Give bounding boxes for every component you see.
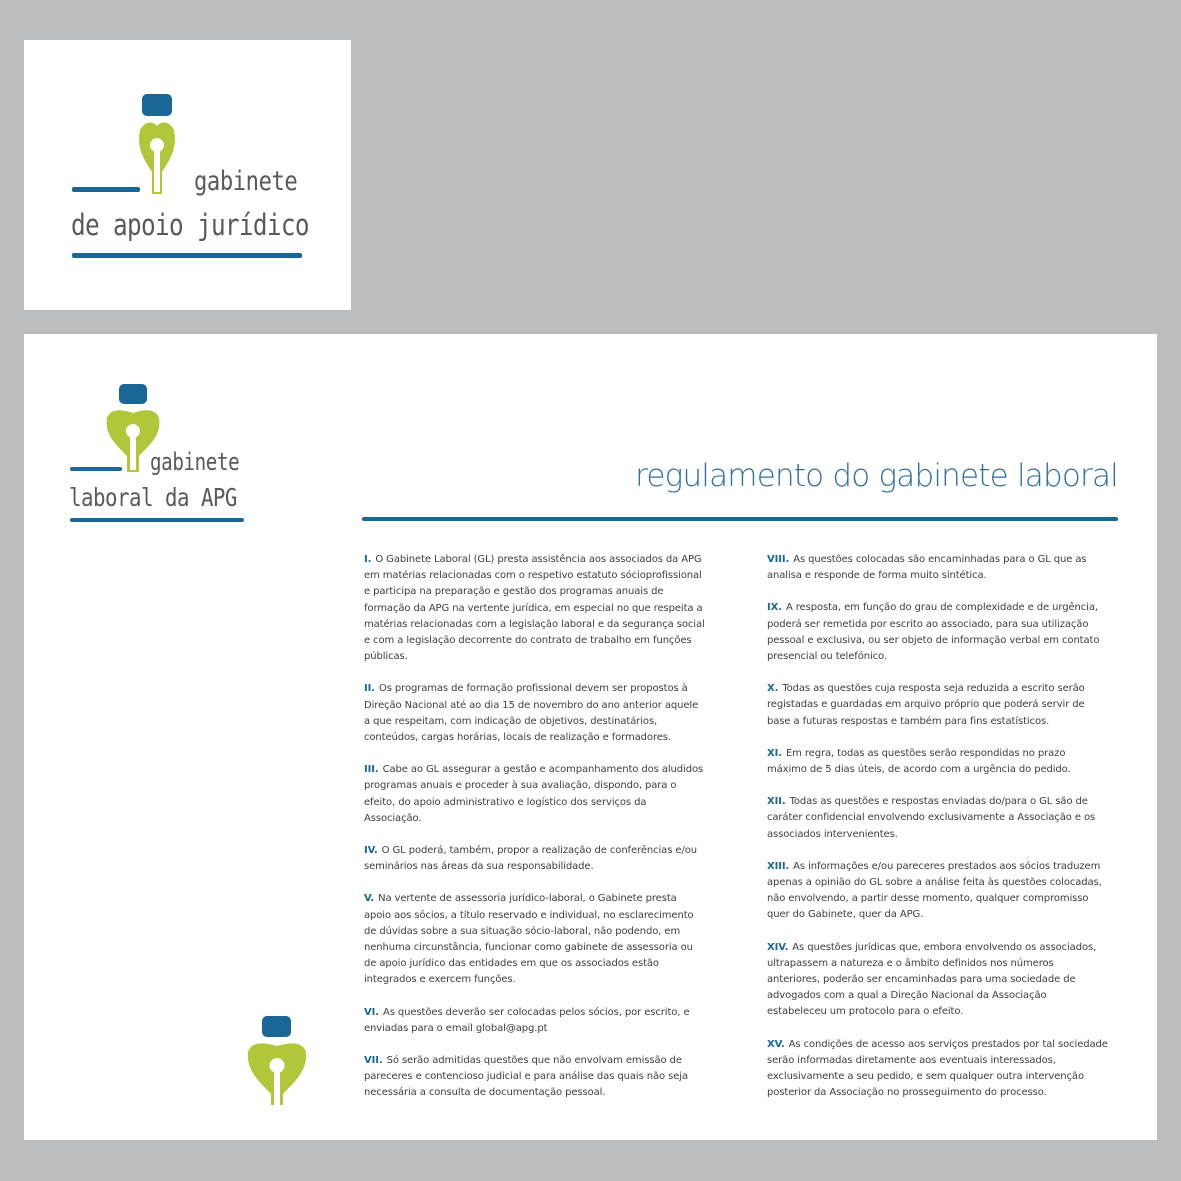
rule-number: XIII. (767, 860, 790, 872)
rule-item (767, 552, 1108, 584)
rule-number: IV. (364, 845, 378, 857)
rule-text: Todas as questões cuja resposta seja reduzida a escrito serão registadas e guardadas em arquivo próprio que poderá servir de base a futuras respostas e também para fins estatísticos. (767, 683, 1085, 727)
rule-text: Na vertente de assessoria jurídico-laboral, o Gabinete presta apoio aos sócios, a título reservado e individual, no esclarecimento de dúvidas sobre a sua situação sócio-laboral, não podendo, em nenhuma circunstância, funcionar como gabinete de assessoria ou de apoio jurídico das entidades em que os associados estão integrados e exercem funções. (364, 893, 694, 986)
logo-bottom-rule (72, 253, 302, 258)
rule-item (767, 794, 1108, 843)
logo-line-gabinete: gabinete (194, 166, 298, 197)
rule-text: As questões colocadas são encaminhadas para o GL que as analisa e responde de forma muito sintética. (767, 554, 1087, 582)
rule-number: XV. (767, 1038, 785, 1050)
logo-left-rule (70, 467, 122, 471)
rule-number: I. (364, 554, 372, 565)
rule-item (767, 681, 1108, 730)
rule-item (767, 940, 1108, 1021)
rules-column-right (767, 552, 1108, 1117)
rule-number: VII. (364, 1055, 383, 1067)
rule-number: III. (364, 764, 379, 776)
logo-card-apoio-juridico (24, 40, 351, 310)
rule-text: Em regra, todas as questões serão respondidas no prazo máximo de 5 dias úteis, de acordo com a urgência do pedido. (767, 747, 1071, 776)
rule-text: Todas as questões e respostas enviadas do/para o GL são de caráter confidencial envolvendo exclusivamente a Associação e os associados intervenientes. (767, 796, 1096, 840)
pen-head-shape (142, 94, 172, 116)
logo-line-de-apoio-juridico: de apoio jurídico (71, 208, 309, 242)
rule-item (767, 746, 1108, 778)
rule-text: As informações e/ou pareceres prestados aos sócios traduzem apenas a opinião do GL sobre a análise feita às questões colocadas, não envolvendo, a partir desse momento, qualquer compromisso quer do Gabinete, quer da APG. (767, 860, 1102, 921)
fountain-pen-nib-person-icon (246, 1014, 308, 1106)
title-underline (362, 517, 1118, 521)
rule-text: As condições de acesso aos serviços prestados por tal sociedade serão informadas diretamente aos eventuais interessados, exclusivamente a seu pedido, e sem qualquer outra intervenção posterior da Associação no prosseguimento do processo. (767, 1038, 1108, 1099)
rule-number: XIV. (767, 941, 789, 953)
rule-number: X. (767, 683, 779, 695)
rule-number: IX. (767, 602, 782, 614)
rule-number: VIII. (767, 554, 790, 565)
rule-item (364, 843, 705, 875)
rule-text: As questões deverão ser colocadas pelos sócios, por escrito, e enviadas para o email global@apg.pt (364, 1006, 690, 1034)
rule-number: XI. (767, 747, 782, 759)
rule-text: As questões jurídicas que, embora envolvendo os associados, ultrapassem a natureza e o âmbito definidos nos números anteriores, poderão ser encaminhadas para uma sociedade de advogados com a qual a Direção Nacional da Associação estabeleceu um protocolo para o efeito. (767, 941, 1097, 1018)
rule-item (364, 891, 705, 988)
rule-item (767, 1037, 1108, 1102)
rule-text: Cabe ao GL assegurar a gestão e acompanhamento dos aludidos programas anuais e proceder à sua avaliação, dispondo, para o efeito, do apoio administrativo e logístico dos serviços da Associação. (364, 764, 704, 824)
rule-number: II. (364, 683, 375, 695)
logo-line-gabinete: gabinete (150, 448, 240, 476)
pen-head-shape (262, 1016, 291, 1037)
rule-item (364, 552, 705, 665)
rule-number: VI. (364, 1006, 379, 1018)
rule-item (364, 1005, 705, 1037)
rule-item (767, 600, 1108, 665)
rule-text: O Gabinete Laboral (GL) presta assistência aos associados da APG em matérias relacionadas com o respetivo estatuto sócioprofissional e participa na preparação e gestão dos programas anuais de formação da APG na vertente jurídica, em especial no que respeita a matérias relacionadas com a legislação laboral e da segurança social e com a legislação decorrente do contrato de trabalho em funções públicas. (364, 554, 705, 663)
rule-item (364, 762, 705, 827)
rule-text: Os programas de formação profissional devem ser propostos à Direção Nacional até ao dia 15 de novembro do ano anterior aquele a que respeitam, com indicação de objetivos, destinatários, conteúdos, cargas horárias, locais de realização e formadores. (364, 683, 699, 744)
logo-bottom-rule (70, 518, 244, 522)
pen-head-shape (119, 384, 147, 404)
rule-number: V. (364, 893, 375, 905)
logo-line-laboral-da-apg: laboral da APG (69, 483, 237, 512)
rule-item (364, 681, 705, 746)
rule-text: O GL poderá, também, propor a realização de conferências e/ou seminários nas áreas da sua responsabilidade. (364, 845, 697, 873)
document-title: regulamento do gabinete laboral (635, 458, 1118, 494)
regulation-document (24, 334, 1157, 1140)
logo-left-rule (72, 187, 140, 192)
rule-text: A resposta, em função do grau de complexidade e de urgência, poderá ser remetida por escrito ao associado, para sua utilização pessoal e exclusiva, ou ser objeto de informação verbal em contato presencial ou telefónico. (767, 602, 1100, 663)
rule-item (364, 1053, 705, 1102)
rule-number: XII. (767, 796, 786, 808)
rules-column-left (364, 552, 705, 1118)
rule-text: Só serão admitidas questões que não envolvam emissão de pareceres e contencioso judicial e para análise das quais não seja necessária a consulta de documentação pessoal. (364, 1055, 688, 1099)
rule-item (767, 859, 1108, 924)
